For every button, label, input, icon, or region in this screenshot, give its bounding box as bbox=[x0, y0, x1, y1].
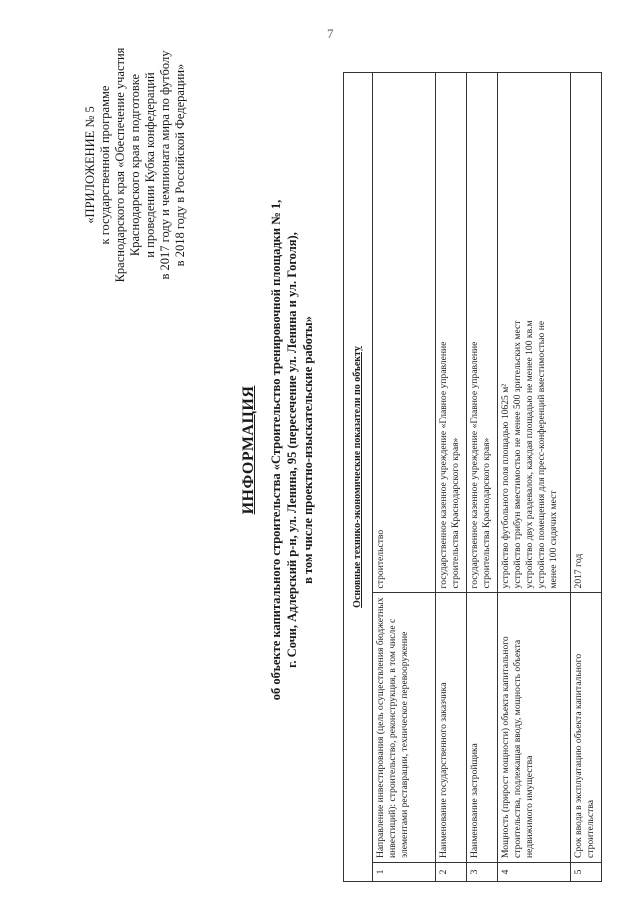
text-line: государственное казенное учреждение «Главное управление bbox=[469, 341, 480, 589]
text-line: Срок ввода в эксплуатацию объекта капитального bbox=[573, 653, 584, 858]
text-line: строительства Краснодарского края» bbox=[481, 437, 492, 589]
row-number: 3 bbox=[467, 863, 498, 882]
table-row bbox=[373, 73, 436, 882]
info-line: об объекте капитального строительства «Строительство тренировочной площадки № 1, bbox=[269, 199, 283, 701]
appendix-line: в 2017 году и чемпионата мира по футболу bbox=[158, 50, 172, 280]
appendix-line: в 2018 году в Российской Федерации» bbox=[173, 63, 187, 267]
info-title: ИНФОРМАЦИЯ bbox=[240, 385, 257, 515]
indicator-value bbox=[571, 73, 602, 593]
table-row bbox=[498, 73, 571, 882]
table-row bbox=[467, 73, 498, 882]
indicator-name bbox=[571, 593, 602, 863]
info-line: в том числе проектно-изыскательские работы» bbox=[301, 316, 315, 584]
appendix-heading bbox=[83, 30, 188, 300]
indicator-value bbox=[498, 73, 571, 593]
text-line: 2017 год bbox=[573, 553, 584, 589]
table-row bbox=[571, 73, 602, 882]
text-line: инвестиций): строительство, реконструкция, в том числе с bbox=[387, 618, 398, 858]
text-line: строительства Краснодарского края» bbox=[450, 437, 461, 589]
text-line: элементами реставрации, техническое перевооружение bbox=[399, 631, 410, 858]
info-heading bbox=[240, 70, 316, 830]
text-line: Направление инвестирования (цель осуществления бюджетных bbox=[375, 597, 386, 858]
appendix-line: и проведении Кубка конфедераций bbox=[143, 72, 157, 258]
indicators-table bbox=[343, 72, 602, 882]
text-line: Мощность (прирост мощности) объекта капитального bbox=[500, 636, 511, 858]
text-line: государственное казенное учреждение «Главное управление bbox=[438, 341, 449, 589]
text-line: строительства bbox=[585, 799, 596, 858]
row-number: 1 bbox=[373, 863, 436, 882]
appendix-line: Краснодарского края в подготовке bbox=[128, 73, 142, 257]
indicator-name bbox=[498, 593, 571, 863]
text-line: менее 100 сидячих мест bbox=[548, 490, 559, 589]
info-line: г. Сочи, Адлерский р-н, ул. Ленина, 95 (пересечение ул. Ленина и ул. Гоголя), bbox=[285, 232, 299, 668]
row-number: 4 bbox=[498, 863, 571, 882]
text-line: устройство помещения для пресс-конференций вместимостью не bbox=[536, 320, 547, 589]
text-line: Наименование застройщика bbox=[469, 743, 480, 858]
text-line: Наименование государственного заказчика bbox=[438, 682, 449, 858]
page-number: 7 bbox=[327, 26, 334, 41]
text-line: устройство трибун вместимостью не менее 500 зрительских мест bbox=[512, 320, 523, 589]
text-line: строительства, подлежащая вводу, мощность объекта bbox=[512, 639, 523, 858]
text-line: строительство bbox=[375, 529, 386, 589]
indicator-name bbox=[436, 593, 467, 863]
indicator-name bbox=[373, 593, 436, 863]
appendix-line: к государственной программе bbox=[98, 85, 112, 245]
table-row bbox=[436, 73, 467, 882]
appendix-line: «ПРИЛОЖЕНИЕ № 5 bbox=[83, 106, 97, 224]
appendix-line: Краснодарского края «Обеспечение участия bbox=[113, 47, 127, 283]
text-line: недвижимого имущества bbox=[524, 755, 535, 858]
indicator-value bbox=[436, 73, 467, 593]
text-line: устройство двух раздевалок, каждая площадью не менее 100 кв.м bbox=[524, 320, 535, 589]
indicator-value bbox=[467, 73, 498, 593]
rotated-page-content bbox=[15, 20, 625, 890]
indicator-value bbox=[373, 73, 436, 593]
row-number: 5 bbox=[571, 863, 602, 882]
text-line: устройство футбольного поля площадью 10625 м² bbox=[500, 383, 511, 589]
indicator-name bbox=[467, 593, 498, 863]
table-header: Основные технико-экономические показатели по объекту bbox=[344, 73, 373, 882]
row-number: 2 bbox=[436, 863, 467, 882]
